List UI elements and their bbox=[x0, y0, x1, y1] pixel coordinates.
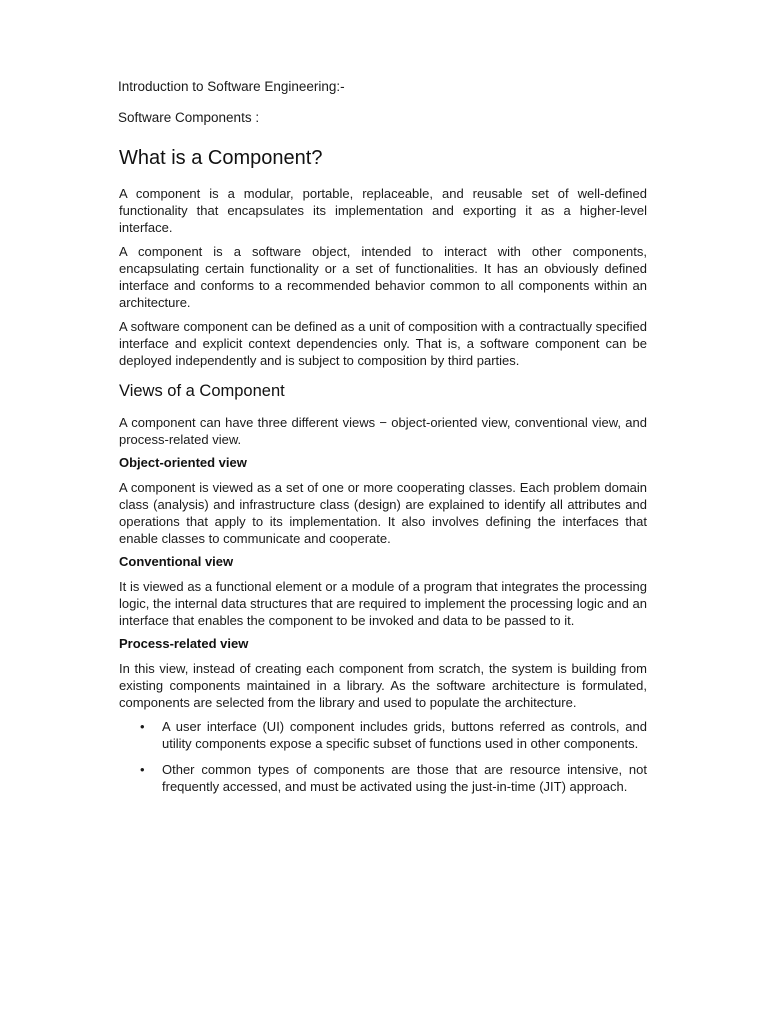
intro-title: Introduction to Software Engineering:- bbox=[118, 79, 345, 94]
process-related-view-text: In this view, instead of creating each component from scratch, the system is building from existing components maintained in a library. As the software architecture is formulated, components are selected from the library and used to populate the architecture. bbox=[119, 661, 647, 710]
heading-process-related-view: Process-related view bbox=[119, 636, 249, 651]
section-subtitle: Software Components : bbox=[118, 110, 260, 125]
heading-object-oriented-view: Object-oriented view bbox=[119, 455, 247, 470]
list-item bbox=[119, 718, 647, 752]
object-oriented-view-text: A component is viewed as a set of one or more cooperating classes. Each problem domain class (analysis) and infrastructure class (design) are explained to identify all attributes and operations that apply to its implementation. It also involves defining the interfaces that enable classes to communicate and cooperate. bbox=[119, 480, 647, 546]
bullet-icon: • bbox=[140, 762, 145, 777]
list-item-text: A user interface (UI) component includes grids, buttons referred as controls, and utility components expose a specific subset of functions used in other components. bbox=[162, 719, 647, 751]
list-item-text: Other common types of components are those that are resource intensive, not frequently accessed, and must be activated using the just-in-time (JIT) approach. bbox=[162, 762, 647, 794]
heading-views-of-component: Views of a Component bbox=[119, 382, 285, 400]
heading-conventional-view: Conventional view bbox=[119, 554, 234, 569]
document-body bbox=[119, 145, 647, 804]
heading-what-is-component: What is a Component? bbox=[119, 147, 323, 169]
definition-paragraph-2: A component is a software object, intended to interact with other components, encapsulating certain functionality or a set of functionalities. It has an obviously defined interface and conforms to a recommended behavior common to all components within an architecture. bbox=[119, 244, 647, 310]
list-item bbox=[119, 761, 647, 795]
views-intro-paragraph: A component can have three different views − object-oriented view, conventional view, and process-related view. bbox=[119, 415, 647, 447]
conventional-view-text: It is viewed as a functional element or a module of a program that integrates the processing logic, the internal data structures that are required to implement the processing logic and an interface that enables the component to be invoked and data to be passed to it. bbox=[119, 579, 647, 628]
bullet-icon: • bbox=[140, 719, 145, 734]
definition-paragraph-3: A software component can be defined as a unit of composition with a contractually specified interface and explicit context dependencies only. That is, a software component can be deployed independently and is subject to composition by third parties. bbox=[119, 319, 647, 368]
definition-paragraph-1: A component is a modular, portable, replaceable, and reusable set of well-defined functionality that encapsulates its implementation and exporting it as a higher-level interface. bbox=[119, 186, 647, 235]
component-types-list bbox=[119, 718, 647, 795]
